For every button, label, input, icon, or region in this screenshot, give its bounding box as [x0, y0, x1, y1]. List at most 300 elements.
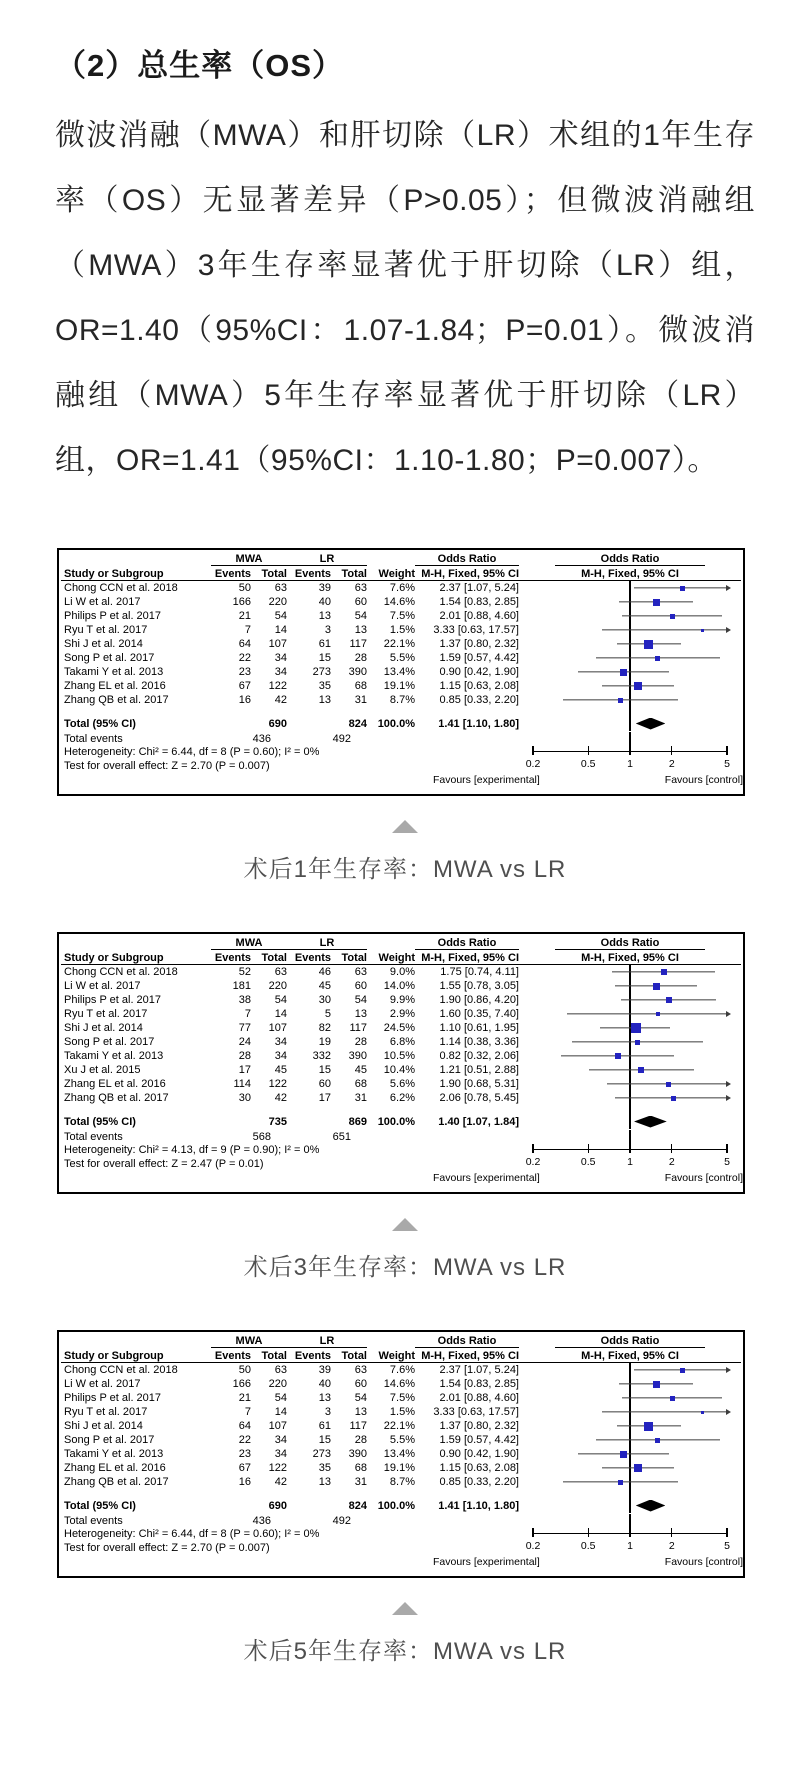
or-point-marker — [701, 629, 704, 632]
spacer-row — [61, 1489, 741, 1498]
or-point-marker — [656, 1012, 660, 1016]
total-value: 54 — [274, 994, 287, 1006]
study-row — [61, 1035, 741, 1049]
total-value: 45 — [354, 1064, 367, 1076]
or-point-marker — [653, 1381, 660, 1388]
or-ci-value: 1.10 [0.61, 1.95] — [439, 1022, 519, 1034]
events-value: 15 — [318, 1064, 331, 1076]
axis-tick — [588, 1528, 589, 1537]
axis-tick — [629, 746, 630, 755]
heterogeneity-text: Heterogeneity: Chi² = 6.44, df = 8 (P = 0.60); I² = 0% — [64, 746, 320, 759]
total-events-row — [61, 732, 519, 746]
weight-value: 22.1% — [383, 638, 415, 650]
or-point-marker — [618, 1480, 623, 1485]
spacer-cell — [61, 707, 519, 716]
axis-tick — [671, 1528, 672, 1537]
weight-value: 7.5% — [389, 610, 415, 622]
heterogeneity-text: Heterogeneity: Chi² = 6.44, df = 8 (P = 0.60); I² = 0% — [64, 1528, 320, 1541]
favours-labels — [433, 1556, 743, 1568]
graph-cell — [519, 581, 741, 595]
total-weight-value: 100.0% — [377, 717, 415, 730]
study-name: Shi J et al. 2014 — [64, 1420, 143, 1432]
study-row — [61, 637, 741, 651]
mh-ci-col-header: M-H, Fixed, 95% CI — [421, 952, 519, 964]
events-value: 22 — [238, 1434, 251, 1446]
events-col-header: Events — [214, 1350, 251, 1362]
or-point-marker — [634, 682, 642, 690]
events-value: 39 — [318, 582, 331, 594]
study-name: Shi J et al. 2014 — [64, 638, 143, 650]
events-value: 38 — [238, 994, 251, 1006]
study-row — [61, 1091, 741, 1105]
axis-tick-label: 5 — [724, 758, 730, 770]
axis-tick — [726, 1144, 727, 1153]
total-value: 63 — [274, 966, 287, 978]
graph-cell — [519, 623, 741, 637]
ci-arrow-right-icon — [726, 627, 731, 633]
total-value: 42 — [274, 1476, 287, 1488]
axis-tick — [629, 1528, 630, 1537]
total-events-label: Total events — [64, 1514, 123, 1527]
total-value: 220 — [268, 596, 287, 608]
study-row — [61, 665, 741, 679]
or-ci-value: 1.60 [0.35, 7.40] — [439, 1008, 519, 1020]
total-value: 68 — [354, 680, 367, 692]
weight-value: 14.6% — [383, 596, 415, 608]
axis-tick — [532, 746, 533, 755]
study-row — [61, 651, 741, 665]
null-effect-line — [629, 581, 630, 595]
study-row — [61, 1405, 741, 1419]
graph-cell — [519, 1049, 741, 1063]
events-value: 67 — [238, 1462, 251, 1474]
odds-ratio-header: Odds Ratio — [415, 1335, 519, 1348]
group1-header: MWA — [211, 553, 287, 566]
pooled-diamond — [636, 718, 666, 730]
events-value: 16 — [238, 694, 251, 706]
events-value: 40 — [318, 596, 331, 608]
study-name: Philips P et al. 2017 — [64, 610, 162, 622]
total-value: 122 — [268, 1078, 287, 1090]
total-value: 107 — [268, 1022, 287, 1034]
total-or-ci-value: 1.40 [1.07, 1.84] — [438, 1115, 519, 1128]
events-value: 16 — [238, 1476, 251, 1488]
study-name: Zhang QB et al. 2017 — [64, 1092, 169, 1104]
figure-block-1year — [55, 548, 755, 884]
graph-cell — [519, 1021, 741, 1035]
or-ci-value: 1.75 [0.74, 4.11] — [440, 966, 519, 978]
or-point-marker — [701, 1411, 704, 1414]
or-ci-value: 1.15 [0.63, 2.08] — [439, 1462, 519, 1474]
or-ci-value: 0.85 [0.33, 2.20] — [439, 694, 519, 706]
or-ci-value: 1.55 [0.78, 3.05] — [439, 980, 519, 992]
events-value: 22 — [238, 652, 251, 664]
total-value: 117 — [349, 1022, 367, 1034]
study-row — [61, 1461, 741, 1475]
graph-cell — [519, 707, 741, 716]
ci-arrow-right-icon — [726, 1409, 731, 1415]
graph-cell — [519, 979, 741, 993]
study-row — [61, 993, 741, 1007]
study-row — [61, 1419, 741, 1433]
total-value: 34 — [274, 1448, 287, 1460]
weight-value: 2.9% — [389, 1008, 415, 1020]
total-value: 60 — [354, 596, 367, 608]
total-value: 63 — [274, 1364, 287, 1376]
or-point-marker — [653, 599, 660, 606]
spacer-row — [61, 707, 741, 716]
axis-tick-label: 1 — [627, 758, 633, 770]
study-name: Takami Y et al. 2013 — [64, 1050, 164, 1062]
total-n-value: 690 — [268, 717, 287, 730]
group2-header: LR — [287, 937, 367, 950]
weight-value: 22.1% — [383, 1420, 415, 1432]
events-value: 15 — [318, 652, 331, 664]
favours-experimental-label: Favours [experimental] — [433, 774, 540, 786]
triangle-up-icon — [392, 1602, 418, 1615]
mh-ci-col-header: M-H, Fixed, 95% CI — [421, 568, 519, 580]
null-effect-line — [629, 707, 630, 716]
weight-col-header: Weight — [378, 568, 415, 580]
spacer-row — [61, 1105, 741, 1114]
weight-value: 7.5% — [389, 1392, 415, 1404]
or-point-marker — [680, 1368, 685, 1373]
events-value: 64 — [238, 638, 251, 650]
axis-tick — [726, 746, 727, 755]
ci-line — [602, 629, 727, 630]
triangle-up-icon — [392, 1218, 418, 1231]
graph-mh-ci-header: M-H, Fixed, 95% CI — [581, 952, 679, 964]
events-value: 273 — [312, 666, 331, 678]
weight-value: 6.8% — [389, 1036, 415, 1048]
weight-value: 5.5% — [389, 652, 415, 664]
study-name: Zhang EL et al. 2016 — [64, 1462, 166, 1474]
or-ci-value: 0.82 [0.32, 2.06] — [439, 1050, 519, 1062]
plot-header-groups — [61, 553, 741, 566]
study-row — [61, 1021, 741, 1035]
plot-header-groups — [61, 1335, 741, 1348]
study-col-header: Study or Subgroup — [64, 952, 164, 964]
total-value: 63 — [354, 1364, 367, 1376]
events-value: 35 — [318, 1462, 331, 1474]
axis-tick — [726, 1528, 727, 1537]
study-name: Philips P et al. 2017 — [64, 1392, 162, 1404]
weight-value: 14.6% — [383, 1378, 415, 1390]
total-n-value: 869 — [348, 1115, 367, 1128]
total-value: 54 — [274, 1392, 287, 1404]
study-name: Song P et al. 2017 — [64, 652, 155, 664]
or-ci-value: 3.33 [0.63, 17.57] — [433, 624, 519, 636]
total-events-row — [61, 1130, 519, 1144]
weight-value: 5.6% — [389, 1078, 415, 1090]
weight-value: 9.9% — [389, 994, 415, 1006]
graph-cell — [519, 1114, 741, 1129]
events-value: 23 — [238, 1448, 251, 1460]
events-value: 28 — [238, 1050, 251, 1062]
ci-arrow-right-icon — [726, 585, 731, 591]
or-point-marker — [615, 1053, 621, 1059]
or-ci-value: 1.59 [0.57, 4.42] — [439, 652, 519, 664]
weight-value: 8.7% — [389, 694, 415, 706]
events-value: 35 — [318, 680, 331, 692]
or-ci-value: 2.01 [0.88, 4.60] — [439, 610, 519, 622]
weight-value: 19.1% — [383, 1462, 415, 1474]
events-value: 23 — [238, 666, 251, 678]
events-value: 13 — [318, 694, 331, 706]
total-n-value: 735 — [268, 1115, 287, 1128]
total-col-header: Total — [341, 1350, 367, 1362]
events-value: 166 — [232, 1378, 251, 1390]
forest-plot-3year — [57, 932, 745, 1194]
weight-value: 7.6% — [389, 582, 415, 594]
study-col-header: Study or Subgroup — [64, 568, 164, 580]
spacer-cell — [61, 1489, 519, 1498]
total-value: 390 — [348, 666, 367, 678]
total-row — [61, 1498, 741, 1513]
or-ci-value: 1.21 [0.51, 2.88] — [439, 1064, 519, 1076]
or-point-marker — [644, 640, 653, 649]
study-name: Takami Y et al. 2013 — [64, 666, 164, 678]
axis-tick — [671, 1144, 672, 1153]
total-col-header: Total — [261, 1350, 287, 1362]
ci-arrow-right-icon — [726, 1081, 731, 1087]
events-value: 114 — [233, 1078, 251, 1090]
or-ci-value: 1.90 [0.68, 5.31] — [439, 1078, 519, 1090]
total-value: 28 — [354, 1434, 367, 1446]
events-value: 67 — [238, 680, 251, 692]
total-events-value: 651 — [332, 1130, 351, 1143]
events-value: 82 — [318, 1022, 331, 1034]
study-row — [61, 1377, 741, 1391]
weight-value: 24.5% — [383, 1022, 415, 1034]
favours-experimental-label: Favours [experimental] — [433, 1172, 540, 1184]
study-row — [61, 979, 741, 993]
axis-tick — [629, 1144, 630, 1153]
ci-line — [602, 1411, 727, 1412]
axis-tick-label: 1 — [627, 1156, 633, 1168]
study-name: Takami Y et al. 2013 — [64, 1448, 164, 1460]
events-value: 7 — [244, 624, 251, 636]
study-col-header: Study or Subgroup — [64, 1350, 164, 1362]
axis-tick-label: 1 — [627, 1540, 633, 1552]
plot-header-columns — [61, 566, 741, 581]
graph-cell — [519, 1091, 741, 1105]
total-events-label: Total events — [64, 732, 123, 745]
null-effect-line — [629, 1105, 630, 1114]
or-ci-value: 0.90 [0.42, 1.90] — [439, 666, 519, 678]
or-ci-value: 2.06 [0.78, 5.45] — [439, 1092, 519, 1104]
graph-odds-ratio-header: Odds Ratio — [555, 937, 705, 950]
events-value: 13 — [318, 1392, 331, 1404]
total-n-value: 824 — [348, 717, 367, 730]
or-ci-value: 3.33 [0.63, 17.57] — [433, 1406, 519, 1418]
axis-tick-label: 0.5 — [580, 1540, 596, 1552]
or-ci-value: 1.14 [0.38, 3.36] — [439, 1036, 519, 1048]
axis-tick-label: 2 — [668, 1540, 675, 1552]
weight-value: 14.0% — [383, 980, 415, 992]
axis-tick-label: 0.5 — [580, 758, 596, 770]
study-name: Zhang QB et al. 2017 — [64, 1476, 169, 1488]
events-value: 21 — [238, 1392, 251, 1404]
plot-footer — [61, 1130, 741, 1188]
graph-cell — [519, 1007, 741, 1021]
study-row — [61, 679, 741, 693]
graph-cell — [519, 1475, 741, 1489]
study-row — [61, 595, 741, 609]
study-row — [61, 1475, 741, 1489]
or-ci-value: 0.85 [0.33, 2.20] — [439, 1476, 519, 1488]
graph-mh-ci-header: M-H, Fixed, 95% CI — [581, 568, 679, 580]
total-n-value: 824 — [348, 1499, 367, 1512]
total-value: 390 — [348, 1448, 367, 1460]
weight-col-header: Weight — [378, 1350, 415, 1362]
total-value: 28 — [354, 1036, 367, 1048]
total-value: 390 — [348, 1050, 367, 1062]
or-point-marker — [634, 1464, 642, 1472]
graph-cell — [519, 716, 741, 731]
or-point-marker — [666, 1082, 671, 1087]
group1-header: MWA — [211, 937, 287, 950]
total-value: 14 — [274, 1008, 287, 1020]
total-weight-value: 100.0% — [377, 1115, 415, 1128]
events-value: 7 — [244, 1008, 251, 1020]
total-col-header: Total — [261, 568, 287, 580]
graph-cell — [519, 1035, 741, 1049]
null-effect-line — [629, 1498, 630, 1513]
events-value: 30 — [318, 994, 331, 1006]
weight-value: 1.5% — [389, 1406, 415, 1418]
total-value: 31 — [354, 1476, 367, 1488]
events-value: 30 — [238, 1092, 251, 1104]
axis-tick-label: 0.2 — [525, 758, 541, 770]
study-name: Xu J et al. 2015 — [64, 1064, 141, 1076]
figure-caption-3year: 术后3年生存率：MWA vs LR — [243, 1254, 567, 1281]
total-value: 28 — [354, 652, 367, 664]
total-value: 54 — [274, 610, 287, 622]
total-value: 54 — [354, 1392, 367, 1404]
graph-odds-ratio-header: Odds Ratio — [555, 553, 705, 566]
events-value: 60 — [318, 1078, 331, 1090]
axis-tick-label: 0.2 — [525, 1156, 541, 1168]
total-row — [61, 716, 741, 731]
total-events-label: Total events — [64, 1130, 123, 1143]
events-value: 3 — [324, 624, 331, 636]
total-events-value: 568 — [252, 1130, 271, 1143]
or-point-marker — [670, 614, 675, 619]
plot-header-columns — [61, 950, 741, 965]
axis-tick-label: 2 — [668, 1156, 675, 1168]
body-paragraph: 微波消融（MWA）和肝切除（LR）术组的1年生存率（OS）无显著差异（P>0.05）；但微波消融组（MWA）3年生存率显著优于肝切除（LR）组，OR=1.40（95%CI：1.07-1.84；P=0.01）。微波消融组（MWA）5年生存率显著优于肝切除（LR）组，OR=1.41（95%CI：1.10-1.80；P=0.007）。 — [55, 119, 755, 477]
weight-value: 10.5% — [383, 1050, 415, 1062]
total-value: 13 — [354, 624, 367, 636]
total-value: 107 — [268, 638, 287, 650]
or-ci-value: 1.37 [0.80, 2.32] — [439, 638, 519, 650]
total-label: Total (95% CI) — [64, 717, 136, 730]
weight-value: 5.5% — [389, 1434, 415, 1446]
graph-cell — [519, 595, 741, 609]
total-value: 68 — [354, 1462, 367, 1474]
total-label: Total (95% CI) — [64, 1499, 136, 1512]
total-value: 122 — [268, 1462, 287, 1474]
null-effect-line — [629, 1489, 630, 1498]
study-row — [61, 623, 741, 637]
graph-cell — [519, 1377, 741, 1391]
plot-footer — [61, 732, 741, 790]
or-ci-value: 1.90 [0.86, 4.20] — [439, 994, 519, 1006]
pooled-diamond — [634, 1116, 667, 1128]
total-value: 13 — [354, 1406, 367, 1418]
graph-cell — [519, 1419, 741, 1433]
favours-control-label: Favours [control] — [664, 774, 743, 786]
null-effect-line — [629, 1363, 630, 1377]
axis-tick-label: 0.2 — [525, 1540, 541, 1552]
or-point-marker — [653, 983, 660, 990]
events-value: 40 — [318, 1378, 331, 1390]
or-point-marker — [638, 1067, 644, 1073]
overall-effect-text: Test for overall effect: Z = 2.70 (P = 0.007) — [64, 1541, 270, 1554]
graph-cell — [519, 609, 741, 623]
or-point-marker — [618, 698, 623, 703]
or-ci-value: 1.15 [0.63, 2.08] — [439, 680, 519, 692]
odds-ratio-header: Odds Ratio — [415, 553, 519, 566]
events-value: 15 — [318, 1434, 331, 1446]
or-point-marker — [666, 997, 672, 1003]
or-point-marker — [671, 1096, 676, 1101]
events-value: 181 — [232, 980, 251, 992]
total-events-value: 436 — [252, 1514, 271, 1527]
study-name: Shi J et al. 2014 — [64, 1022, 143, 1034]
graph-cell — [519, 965, 741, 979]
total-value: 31 — [354, 1092, 367, 1104]
total-events-value: 492 — [332, 732, 351, 745]
graph-header — [519, 937, 741, 950]
events-value: 13 — [318, 610, 331, 622]
study-name: Ryu T et al. 2017 — [64, 1406, 148, 1418]
ci-line — [567, 1013, 727, 1014]
axis-tick-label: 2 — [668, 758, 675, 770]
total-value: 34 — [274, 666, 287, 678]
total-or-ci-value: 1.41 [1.10, 1.80] — [438, 717, 519, 730]
events-value: 46 — [318, 966, 331, 978]
pooled-diamond — [636, 1500, 666, 1512]
favours-control-label: Favours [control] — [664, 1556, 743, 1568]
graph-cell — [519, 1363, 741, 1377]
figure-caption-5year: 术后5年生存率：MWA vs LR — [243, 1638, 567, 1665]
or-point-marker — [661, 969, 667, 975]
total-events-value: 492 — [332, 1514, 351, 1527]
or-point-marker — [670, 1396, 675, 1401]
total-value: 220 — [268, 1378, 287, 1390]
total-value: 34 — [274, 652, 287, 664]
total-value: 34 — [274, 1434, 287, 1446]
total-value: 60 — [354, 980, 367, 992]
heterogeneity-text: Heterogeneity: Chi² = 4.13, df = 9 (P = 0.90); I² = 0% — [64, 1144, 320, 1157]
or-point-marker — [620, 1451, 627, 1458]
events-col-header: Events — [214, 568, 251, 580]
axis-area — [433, 1130, 743, 1188]
overall-effect-text: Test for overall effect: Z = 2.47 (P = 0.01) — [64, 1157, 264, 1170]
study-row — [61, 581, 741, 595]
total-value: 68 — [354, 1078, 367, 1090]
events-value: 166 — [232, 596, 251, 608]
weight-value: 7.6% — [389, 1364, 415, 1376]
study-name: Li W et al. 2017 — [64, 1378, 141, 1390]
events-value: 52 — [238, 966, 251, 978]
study-row — [61, 965, 741, 979]
weight-value: 19.1% — [383, 680, 415, 692]
total-value: 13 — [354, 1008, 367, 1020]
axis-tick-label: 5 — [724, 1156, 730, 1168]
